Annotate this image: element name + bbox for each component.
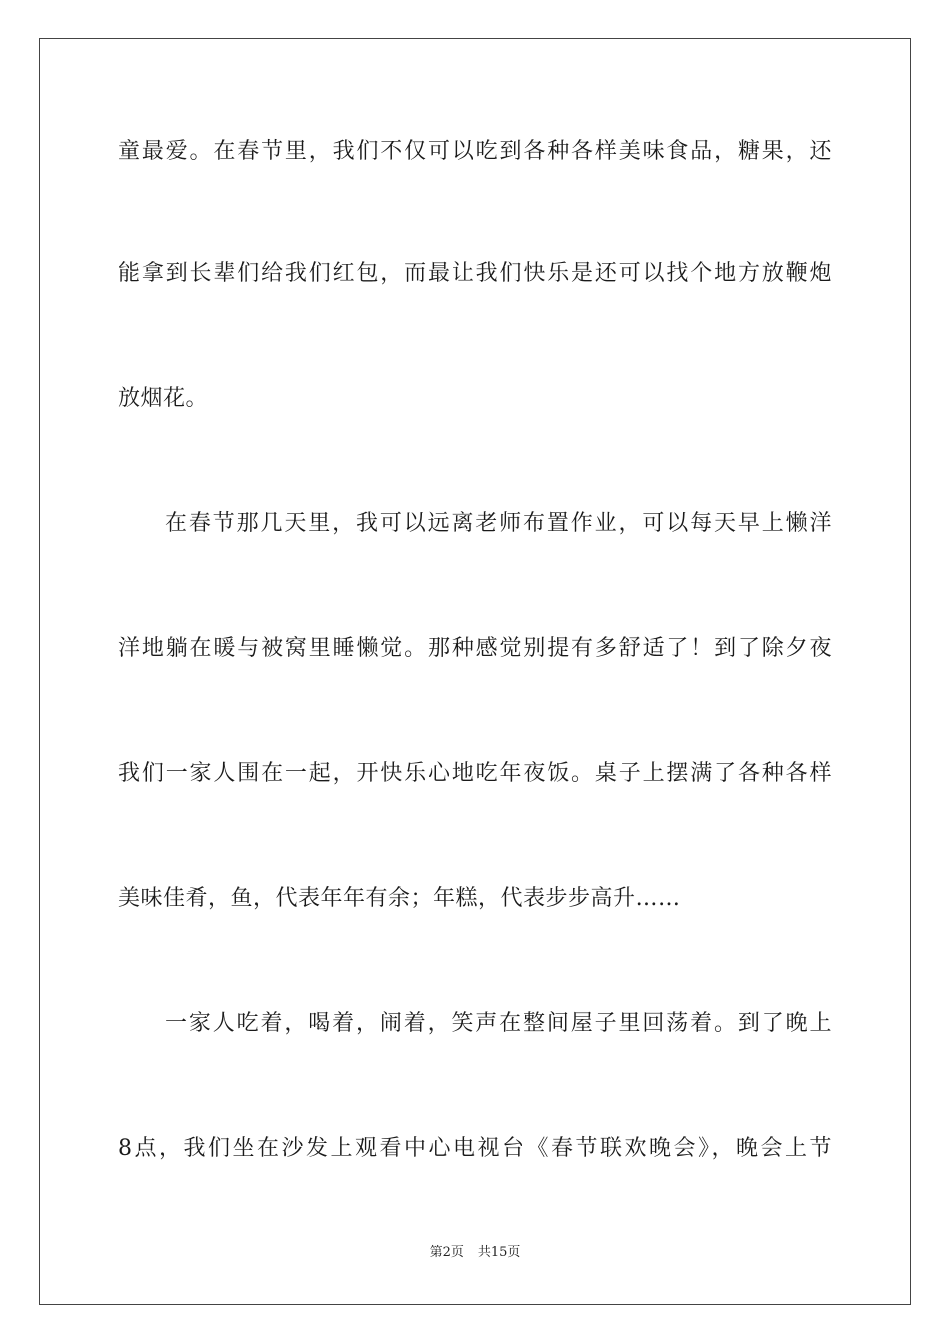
page-number: 第2页 [429, 1245, 464, 1260]
page-total: 共15页 [477, 1245, 521, 1260]
text-line-7: 美味佳肴，鱼，代表年年有余；年糕，代表步步高升…… [118, 886, 681, 911]
text-line-9: 8点，我们坐在沙发上观看中心电视台《春节联欢晚会》，晚会上节 [118, 1136, 832, 1161]
text-line-3: 放烟花。 [118, 386, 209, 411]
text-line-4: 在春节那几天里，我可以远离老师布置作业，可以每天早上懒洋 [165, 511, 832, 536]
text-line-6: 我们一家人围在一起，开快乐心地吃年夜饭。桌子上摆满了各种各样 [118, 761, 832, 786]
page-border [39, 38, 911, 1305]
text-line-8: 一家人吃着，喝着，闹着，笑声在整间屋子里回荡着。到了晚上 [165, 1011, 832, 1036]
text-line-2: 能拿到长辈们给我们红包，而最让我们快乐是还可以找个地方放鞭炮 [118, 261, 832, 286]
text-line-5: 洋地躺在暖与被窝里睡懒觉。那种感觉别提有多舒适了！到了除夕夜 [118, 636, 832, 661]
page-footer [0, 1244, 950, 1262]
text-line-1: 童最爱。在春节里，我们不仅可以吃到各种各样美味食品，糖果，还 [118, 139, 832, 164]
